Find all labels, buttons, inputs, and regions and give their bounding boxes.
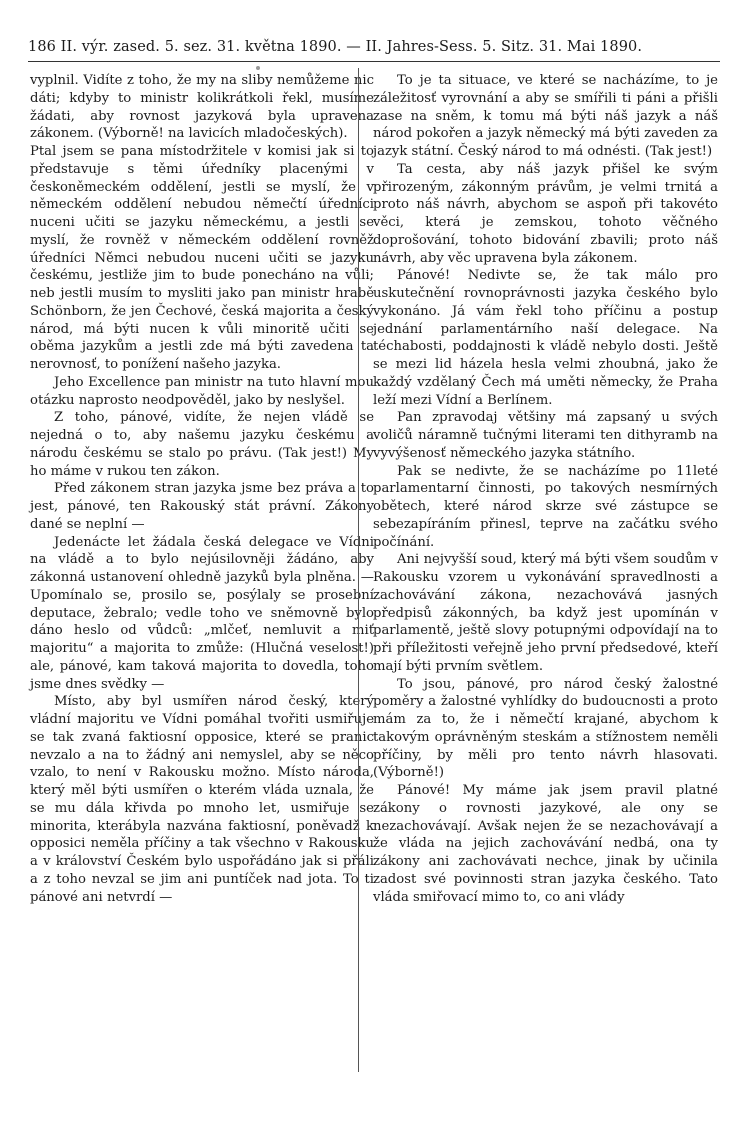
right-paragraph: To je ta situace, ve které se nacházíme, to je záležitosť vyrovnání a aby se smířili ti páni a přišli zase na sněm, k tomu má býti náš jazyk a náš národ pokořen a jazyk německý má býti zaveden za jazyk státní. Český národ to má odnésti. (Tak jest!) [373, 73, 718, 159]
left-paragraph: Jedenácte let žádala česká delegace ve Vídni na vládě a to bylo nejúsilovněji žádáno, aby zákonná ustanovení ohledně jazyků byla plněna. — Upomínalo se, prosilo se, posýlaly se prosební deputace, žebralo; vedle toho ve sněmovně bylo dáno heslo od vůdců: „mlčeť, nemluvit a miť majoritu“ a majorita to zmůže: (Hlučná veselost!) ale, pánové, kam taková majorita to dovedla, toho jsme dnes svědky — [30, 534, 374, 692]
header-rule [28, 61, 720, 62]
left-column [30, 72, 374, 906]
right-paragraph: Pak se nedivte, že se nacházíme po 11leté parlamentarní činnosti, po takových nesmírných obětech, které národ skrze své zástupce se sebezapíráním přinesl, teprve na začátku svého počínání. [373, 463, 718, 550]
right-paragraph: Pánové! My máme jak jsem pravil platné zákony o rovnosti jazykové, ale ony se nezachovávají. Avšak nejen že se nezachovávají a že vláda na jejich zachovávání nedbá, ona ty zákony ani zachovávati nechce, jinak by učinila zadost své povinnosti stran jazyka českého. Tato vláda smiřovací mimo to, co ani vlády [373, 783, 718, 905]
scan-speck [256, 66, 260, 70]
right-paragraph: Pánové! Nedivte se, že tak málo pro uskutečnění rovnoprávnosti jazyka českého bylo vykonáno. Já vám řekl toho příčinu a postup jednání parlamentárního naší delegace. Na téchabosti, poddajnosti k vládě nebylo dosti. Ještě se mezi lid házela hesla velmi zhoubná, jako že každý vzdělaný Čech má uměti německy, že Praha leží mezi Vídní a Berlínem. [373, 268, 718, 408]
column-divider [358, 68, 359, 1072]
left-paragraph: Ptal jsem se pana místodržitele v komisi jak si to představuje s těmi úředníky placenými v českoněmeckém oddělení, jestli se myslí, že v německém oddělení nebudou němečtí úředníci nuceni učiti se jazyku německému, a jestli se myslí, že rovněž v německém oddělení rovněž úředníci Němci nebudou nuceni učiti se jazyku českému, jestliže jim to bude ponecháno na vůli; neb jestli musím to mysliti jako pan ministr hrabě Schönborn, že jen Čechové, česká majorita a český národ, má býti nucen k vůli minoritě učiti se oběma jazykům a jestli zde má býti zavedena ta nerovnosť, to ponížení našeho jazyka. [30, 144, 374, 372]
left-paragraph: Před zákonem stran jazyka jsme bez práva a to jest, pánové, ten Rakouský stát právní. Zákony dané se neplní — [30, 481, 374, 532]
right-paragraph: Ani nejvyšší soud, který má býti všem soudům v Rakousku vzorem u vykonávání spravedlnosti a zachovávání zákona, nezachovává jasných předpisů zákonných, ba když jest upomínán v parlamentě, ještě slovy potupnými odpovídají na to při příležitosti veřejně jeho první předsedové, kteří mají býti prvním světlem. [373, 552, 718, 674]
left-paragraph: Místo, aby byl usmířen národ český, který vládní majoritu ve Vídni pomáhal tvořiti usmiřuje se tak zvaná faktiosní opposice, které se pranic nevzalo a na to žádný ani nemyslel, aby se něco vzalo, to není v Rakousku možno. Místo národa, který měl býti usmířen o kterém vláda uznala, že se mu dála křivda po mnoho let, usmiřuje se minorita, kterábyla nazvána faktiosní, poněvadž k opposici neměla příčiny a tak všechno v Rakousku a v království Českém bylo uspořádáno jak si přáli a z toho nevzal se jim ani puntíček nad jota. To ti pánové ani netvrdí — [30, 694, 374, 905]
right-paragraph: Pan zpravodaj většiny má zapsaný u svých voličů náramně tučnými literami ten dithyramb na vyvýšenosť německého jazyka státního. [373, 410, 718, 461]
page-header: 186 II. výr. zased. 5. sez. 31. května 1890. — II. Jahres-Sess. 5. Sitz. 31. Mai 1890. [28, 39, 643, 55]
left-paragraph: Z toho, pánové, vidíte, že nejen vládě se nejedná o to, aby našemu jazyku českému a národu českému se stalo po právu. (Tak jest!) My ho máme v rukou ten zákon. [30, 410, 374, 479]
right-paragraph: Ta cesta, aby náš jazyk přišel ke svým přirozeným, zákonným právům, je velmi trnitá a proto náš návrh, abychom se aspoň při takovéto věci, která je zemskou, tohoto věčného doprošování, tohoto bidování zbavili; proto náš návrh, aby věc upravena byla zákonem. [373, 161, 718, 266]
right-column [373, 72, 718, 906]
left-paragraph: Jeho Excellence pan ministr na tuto hlavní mou otázku naprosto neodpověděl, jako by neslyšel. [30, 374, 374, 408]
right-paragraph: To jsou, pánové, pro národ český žalostné poměry a žalostné vyhlídky do budoucnosti a proto mám za to, že i němečtí krajané, abychom k takovým oprávněným steskám a stížnostem neměli příčiny, by měli pro tento návrh hlasovati. (Výborně!) [373, 676, 718, 781]
left-paragraph: vyplnil. Vidíte z toho, že my na sliby nemůžeme nic dáti; kdyby to ministr kolikrátkoli řekl, musíme žádati, aby rovnost jazyková byla upravena zákonem. (Výborně! na lavicích mladočeských). [30, 73, 374, 142]
